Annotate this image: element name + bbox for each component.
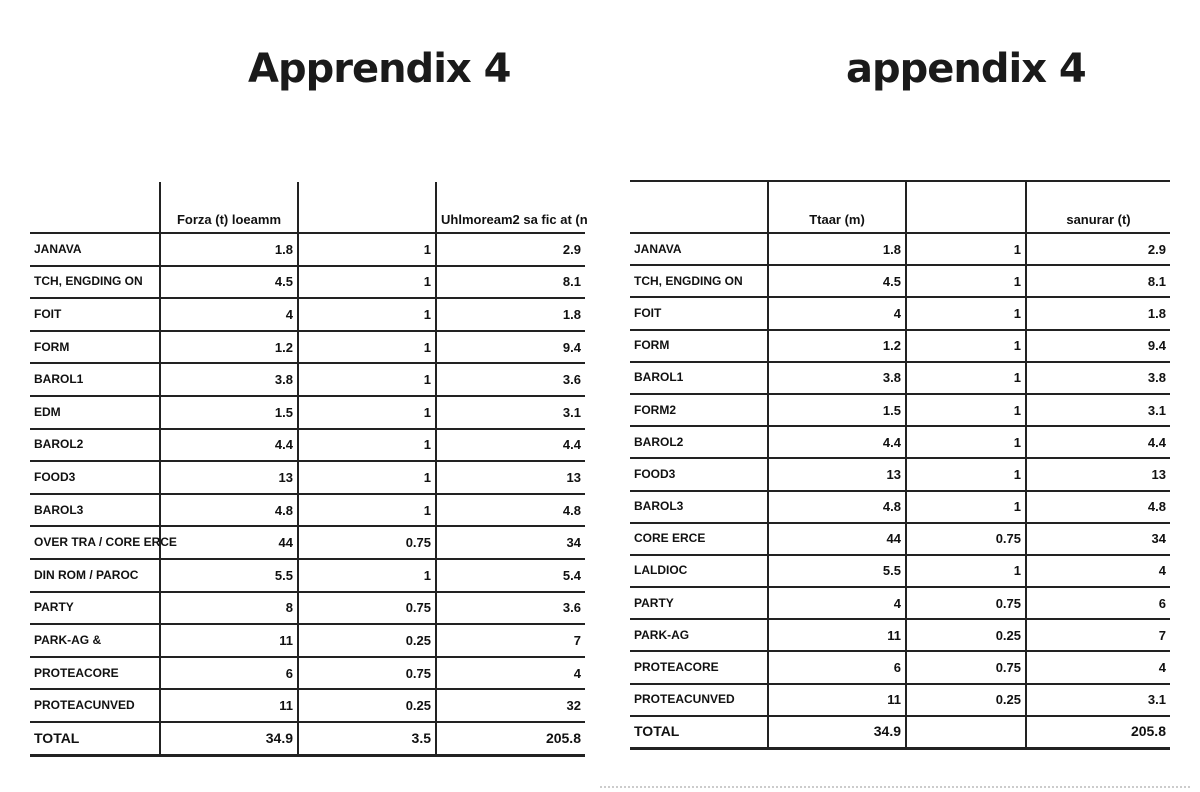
table-row bbox=[30, 624, 585, 657]
row-label: BAROL3 bbox=[30, 494, 160, 527]
cell-value: 0.25 bbox=[906, 684, 1026, 716]
cell-value: 6 bbox=[160, 657, 298, 690]
total-row bbox=[630, 716, 1170, 749]
cell-value: 1 bbox=[906, 394, 1026, 426]
cell-value: 11 bbox=[160, 689, 298, 722]
cell-value: 4.4 bbox=[436, 429, 585, 462]
cell-value: 1.5 bbox=[160, 396, 298, 429]
cell-value: 4.4 bbox=[1026, 426, 1170, 458]
table-row bbox=[30, 689, 585, 722]
row-label: BAROL1 bbox=[30, 363, 160, 396]
cell-value: 11 bbox=[768, 619, 906, 651]
table-row bbox=[630, 555, 1170, 587]
cell-value: 205.8 bbox=[1026, 716, 1170, 749]
cell-value: 1 bbox=[906, 458, 1026, 490]
cell-value: 1 bbox=[906, 265, 1026, 297]
cell-value: 5.5 bbox=[160, 559, 298, 592]
cell-value: 4.5 bbox=[768, 265, 906, 297]
row-label: PROTEACUNVED bbox=[30, 689, 160, 722]
cell-value: 1 bbox=[298, 298, 436, 331]
cell-value: 1 bbox=[906, 362, 1026, 394]
cell-value bbox=[906, 716, 1026, 749]
table-row bbox=[30, 396, 585, 429]
row-label: PARTY bbox=[30, 592, 160, 625]
cell-value: 2.9 bbox=[1026, 233, 1170, 265]
cell-value: 3.1 bbox=[436, 396, 585, 429]
row-label: PARK-AG bbox=[630, 619, 768, 651]
cell-value: 1 bbox=[906, 426, 1026, 458]
cell-value: 4 bbox=[1026, 651, 1170, 683]
table-row bbox=[30, 559, 585, 592]
cell-value: 4.8 bbox=[768, 491, 906, 523]
cell-value: 34 bbox=[1026, 523, 1170, 555]
page-footer-rule bbox=[600, 786, 1190, 788]
cell-value: 1 bbox=[298, 396, 436, 429]
cell-value: 3.5 bbox=[298, 722, 436, 755]
cell-value: 1.8 bbox=[160, 233, 298, 266]
cell-value: 8.1 bbox=[1026, 265, 1170, 297]
row-label: PARK-AG & bbox=[30, 624, 160, 657]
right-header-col2 bbox=[906, 182, 1026, 233]
left-header-col1: Forza (t) loeamm bbox=[160, 182, 298, 233]
right-table-body bbox=[630, 233, 1170, 749]
cell-value: 205.8 bbox=[436, 722, 585, 755]
table-row bbox=[30, 266, 585, 299]
row-label: JANAVA bbox=[630, 233, 768, 265]
cell-value: 4.8 bbox=[160, 494, 298, 527]
cell-value: 1 bbox=[298, 331, 436, 364]
cell-value: 3.1 bbox=[1026, 684, 1170, 716]
table-row bbox=[630, 330, 1170, 362]
cell-value: 0.75 bbox=[906, 523, 1026, 555]
total-row bbox=[30, 722, 585, 755]
row-label: BAROL2 bbox=[630, 426, 768, 458]
cell-value: 1 bbox=[298, 461, 436, 494]
cell-value: 44 bbox=[160, 526, 298, 559]
row-label: FORM bbox=[30, 331, 160, 364]
cell-value: 1 bbox=[298, 233, 436, 266]
cell-value: 6 bbox=[1026, 587, 1170, 619]
right-header-col1: Ttaar (m) bbox=[768, 182, 906, 233]
row-label: BAROL1 bbox=[630, 362, 768, 394]
cell-value: 1.2 bbox=[160, 331, 298, 364]
row-label: CORE ERCE bbox=[630, 523, 768, 555]
row-label: FOIT bbox=[630, 297, 768, 329]
table-row bbox=[630, 233, 1170, 265]
row-label: FOIT bbox=[30, 298, 160, 331]
cell-value: 0.75 bbox=[298, 592, 436, 625]
row-label: BAROL2 bbox=[30, 429, 160, 462]
left-table-body bbox=[30, 233, 585, 755]
table-row bbox=[30, 429, 585, 462]
cell-value: 0.75 bbox=[298, 657, 436, 690]
table-row bbox=[30, 657, 585, 690]
cell-value: 1.5 bbox=[768, 394, 906, 426]
row-label: PARTY bbox=[630, 587, 768, 619]
cell-value: 4 bbox=[160, 298, 298, 331]
cell-value: 1 bbox=[298, 266, 436, 299]
cell-value: 1 bbox=[906, 555, 1026, 587]
table-row bbox=[30, 526, 585, 559]
cell-value: 0.25 bbox=[906, 619, 1026, 651]
right-title: appendix 4 bbox=[846, 46, 1086, 92]
right-table bbox=[630, 182, 1170, 750]
cell-value: 0.25 bbox=[298, 624, 436, 657]
cell-value: 8 bbox=[160, 592, 298, 625]
cell-value: 3.8 bbox=[1026, 362, 1170, 394]
cell-value: 1.8 bbox=[768, 233, 906, 265]
cell-value: 34.9 bbox=[160, 722, 298, 755]
cell-value: 4.4 bbox=[160, 429, 298, 462]
cell-value: 4 bbox=[436, 657, 585, 690]
table-row bbox=[30, 363, 585, 396]
left-table-header-row bbox=[30, 182, 585, 233]
table-row bbox=[630, 362, 1170, 394]
cell-value: 4.5 bbox=[160, 266, 298, 299]
table-row bbox=[30, 233, 585, 266]
cell-value: 34 bbox=[436, 526, 585, 559]
cell-value: 1 bbox=[298, 429, 436, 462]
table-row bbox=[630, 297, 1170, 329]
cell-value: 9.4 bbox=[1026, 330, 1170, 362]
cell-value: 2.9 bbox=[436, 233, 585, 266]
cell-value: 3.8 bbox=[160, 363, 298, 396]
table-row bbox=[630, 587, 1170, 619]
cell-value: 13 bbox=[436, 461, 585, 494]
cell-value: 3.6 bbox=[436, 363, 585, 396]
cell-value: 11 bbox=[768, 684, 906, 716]
cell-value: 1 bbox=[298, 559, 436, 592]
cell-value: 1.8 bbox=[436, 298, 585, 331]
table-row bbox=[630, 651, 1170, 683]
right-header-col3: sanurar (t) bbox=[1026, 182, 1170, 233]
cell-value: 1 bbox=[906, 330, 1026, 362]
cell-value: 1 bbox=[298, 363, 436, 396]
cell-value: 3.6 bbox=[436, 592, 585, 625]
right-table-panel bbox=[630, 182, 1170, 750]
cell-value: 9.4 bbox=[436, 331, 585, 364]
cell-value: 6 bbox=[768, 651, 906, 683]
left-table bbox=[30, 182, 588, 757]
row-label: TOTAL bbox=[30, 722, 160, 755]
row-label: DIN ROM / PAROC bbox=[30, 559, 160, 592]
cell-value: 4 bbox=[1026, 555, 1170, 587]
cell-value: 13 bbox=[160, 461, 298, 494]
table-row bbox=[30, 331, 585, 364]
row-label: PROTEACORE bbox=[630, 651, 768, 683]
cell-value: 1.8 bbox=[1026, 297, 1170, 329]
cell-value: 1 bbox=[906, 297, 1026, 329]
cell-value: 1.2 bbox=[768, 330, 906, 362]
cell-value: 7 bbox=[436, 624, 585, 657]
table-row bbox=[630, 265, 1170, 297]
cell-value: 13 bbox=[768, 458, 906, 490]
cell-value: 34.9 bbox=[768, 716, 906, 749]
cell-value: 8.1 bbox=[436, 266, 585, 299]
cell-value: 0.25 bbox=[298, 689, 436, 722]
cell-value: 44 bbox=[768, 523, 906, 555]
cell-value: 1 bbox=[906, 233, 1026, 265]
row-label: FORM bbox=[630, 330, 768, 362]
table-row bbox=[30, 461, 585, 494]
cell-value: 4.8 bbox=[1026, 491, 1170, 523]
cell-value: 4 bbox=[768, 297, 906, 329]
row-label: BAROL3 bbox=[630, 491, 768, 523]
row-label: TCH, ENGDING ON bbox=[630, 265, 768, 297]
cell-value: 0.75 bbox=[298, 526, 436, 559]
left-table-panel bbox=[30, 182, 588, 757]
cell-value: 13 bbox=[1026, 458, 1170, 490]
table-row bbox=[630, 684, 1170, 716]
row-label: EDM bbox=[30, 396, 160, 429]
table-row bbox=[630, 523, 1170, 555]
table-row bbox=[30, 592, 585, 625]
row-label: FOOD3 bbox=[30, 461, 160, 494]
table-row bbox=[30, 298, 585, 331]
table-row bbox=[630, 458, 1170, 490]
cell-value: 1 bbox=[298, 494, 436, 527]
row-label: LALDIOC bbox=[630, 555, 768, 587]
row-label: JANAVA bbox=[30, 233, 160, 266]
row-label: FORM2 bbox=[630, 394, 768, 426]
cell-value: 1 bbox=[906, 491, 1026, 523]
cell-value: 5.5 bbox=[768, 555, 906, 587]
left-title: Apprendix 4 bbox=[248, 46, 511, 92]
cell-value: 5.4 bbox=[436, 559, 585, 592]
left-header-name bbox=[30, 182, 160, 233]
table-row bbox=[630, 619, 1170, 651]
left-header-col3: Uhlmoream2 sa fic at (n bbox=[436, 182, 585, 233]
cell-value: 0.75 bbox=[906, 651, 1026, 683]
row-label: TOTAL bbox=[630, 716, 768, 749]
row-label: OVER TRA / CORE ERCE bbox=[30, 526, 160, 559]
right-header-name bbox=[630, 182, 768, 233]
cell-value: 32 bbox=[436, 689, 585, 722]
cell-value: 4.4 bbox=[768, 426, 906, 458]
row-label: FOOD3 bbox=[630, 458, 768, 490]
right-table-header-row bbox=[630, 182, 1170, 233]
left-header-col2 bbox=[298, 182, 436, 233]
row-label: PROTEACUNVED bbox=[630, 684, 768, 716]
table-row bbox=[30, 494, 585, 527]
cell-value: 7 bbox=[1026, 619, 1170, 651]
cell-value: 4.8 bbox=[436, 494, 585, 527]
table-row bbox=[630, 394, 1170, 426]
row-label: TCH, ENGDING ON bbox=[30, 266, 160, 299]
cell-value: 3.8 bbox=[768, 362, 906, 394]
table-row bbox=[630, 426, 1170, 458]
cell-value: 0.75 bbox=[906, 587, 1026, 619]
table-row bbox=[630, 491, 1170, 523]
cell-value: 11 bbox=[160, 624, 298, 657]
row-label: PROTEACORE bbox=[30, 657, 160, 690]
cell-value: 4 bbox=[768, 587, 906, 619]
cell-value: 3.1 bbox=[1026, 394, 1170, 426]
